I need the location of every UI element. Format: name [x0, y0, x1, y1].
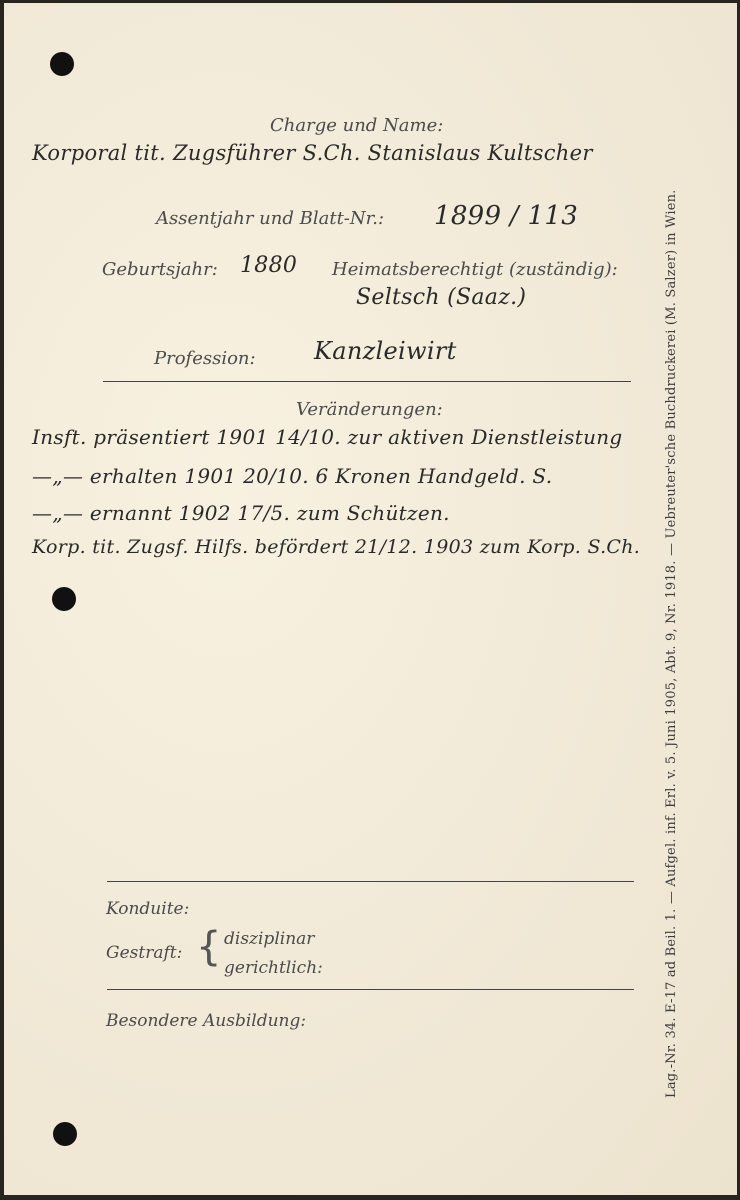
change-entry-2: —„— erhalten 1901 20/10. 6 Kronen Handgeld. S.	[32, 464, 553, 488]
personnel-record-card	[4, 3, 737, 1195]
change-entry-1: Insft. präsentiert 1901 14/10. zur aktiven Dienstleistung	[32, 425, 623, 449]
disziplinar-label: disziplinar	[224, 929, 315, 949]
profession-label: Profession:	[154, 348, 256, 369]
profession-value: Kanzleiwirt	[314, 337, 457, 365]
assent-year-value: 1899 / 113	[434, 201, 579, 231]
gerichtlich-label: gerichtlich:	[224, 958, 323, 978]
divider-line-middle	[107, 881, 634, 882]
change-entry-4: Korp. tit. Zugsf. Hilfs. befördert 21/12. 1903 zum Korp. S.Ch.	[32, 536, 641, 558]
charge-name-label: Charge und Name:	[270, 115, 444, 136]
divider-line-top	[103, 381, 631, 382]
punch-hole-top	[50, 52, 74, 76]
divider-line-bottom	[107, 989, 634, 990]
punch-hole-bottom	[53, 1122, 77, 1146]
birth-year-value: 1880	[240, 253, 298, 278]
charge-name-value: Korporal tit. Zugsführer S.Ch. Stanislaus Kultscher	[32, 141, 593, 165]
konduite-label: Konduite:	[106, 899, 190, 919]
domicile-value: Seltsch (Saaz.)	[356, 285, 527, 310]
special-training-label: Besondere Ausbildung:	[106, 1011, 307, 1031]
punch-hole-middle	[52, 587, 76, 611]
gestraft-label: Gestraft:	[106, 943, 183, 963]
assent-year-label: Assentjahr und Blatt-Nr.:	[156, 208, 385, 229]
change-entry-3: —„— ernannt 1902 17/5. zum Schützen.	[32, 501, 450, 525]
birth-year-label: Geburtsjahr:	[102, 259, 218, 280]
printer-imprint-vertical: Lag.-Nr. 34. E-17 ad Beil. 1. — Aufgel. inf. Erl. v. 5. Juni 1905, Abt. 9, Nr. 1918. — Uebreuter'sche Buchdruckerei (M. Salzer) in Wien.	[664, 189, 679, 1098]
domicile-label: Heimatsberechtigt (zuständig):	[332, 259, 618, 280]
gestraft-brace: {	[196, 924, 222, 970]
changes-heading: Veränderungen:	[296, 399, 443, 420]
